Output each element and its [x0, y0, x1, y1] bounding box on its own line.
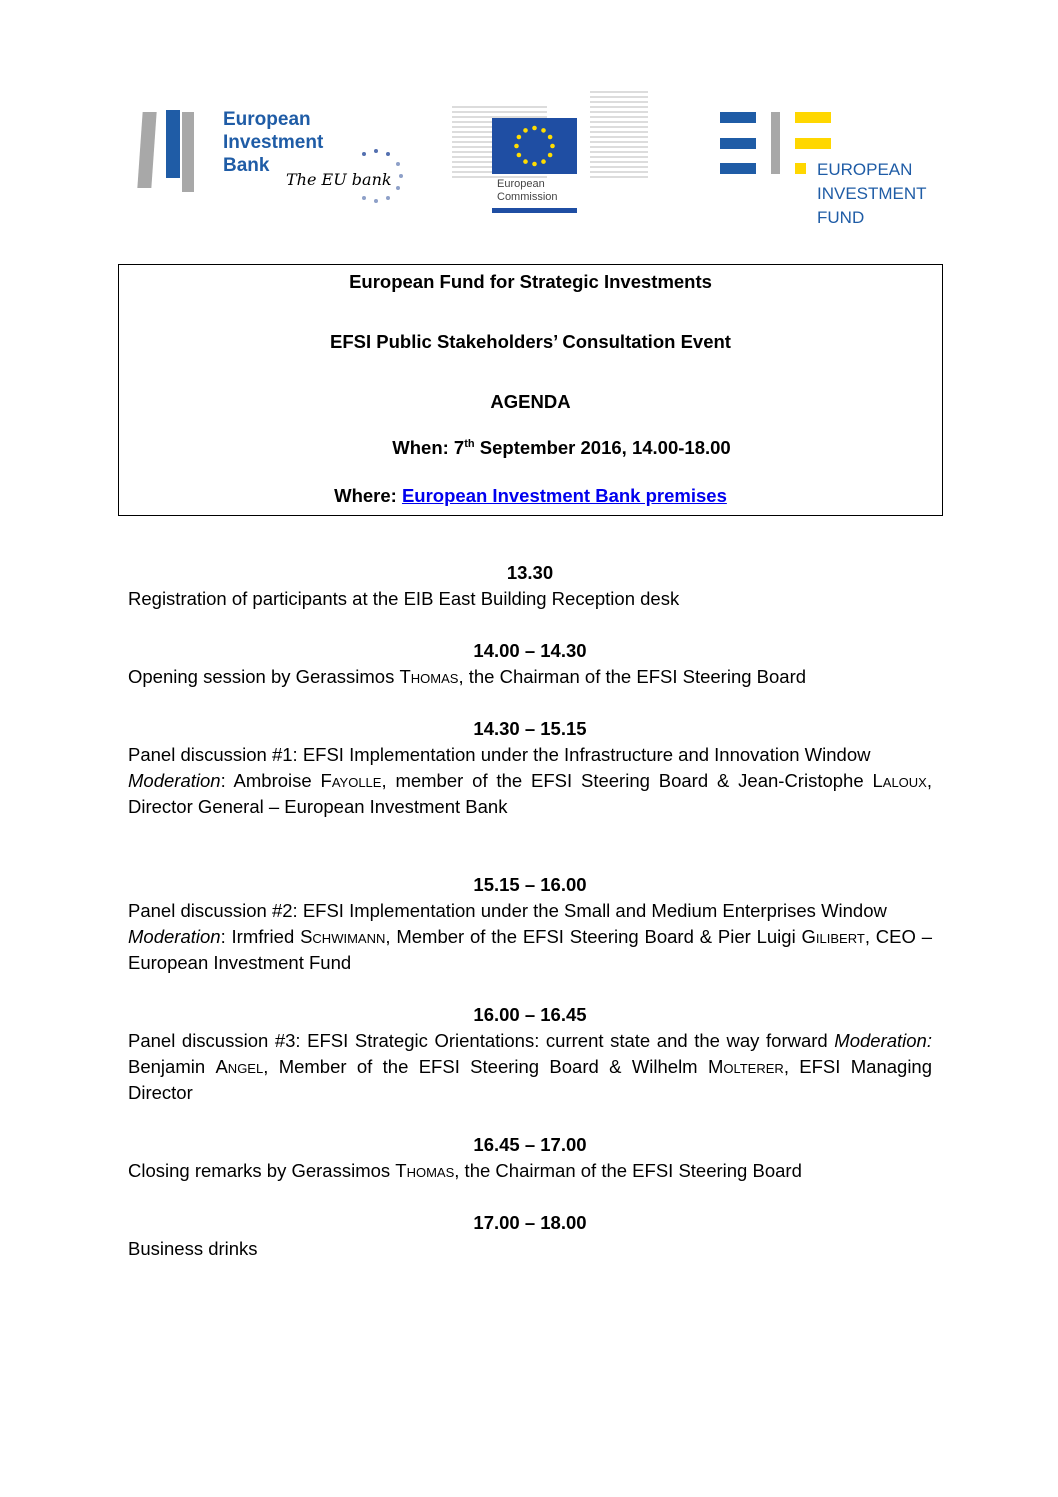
ec-logo-line1: European [497, 178, 545, 190]
ec-logo-line2: Commission [497, 191, 558, 203]
eib-logo-line2: Investment [223, 132, 324, 153]
agenda-entry [128, 560, 932, 612]
agenda-item: Business drinks [128, 1238, 258, 1259]
event-title: EFSI Public Stakeholders’ Consultation Event [330, 331, 731, 352]
eib-logo-bars [137, 112, 156, 188]
agenda-time: 17.00 – 18.00 [473, 1212, 587, 1233]
eif-logo-line2: INVESTMENT [817, 184, 927, 203]
agenda-entry [128, 716, 932, 820]
agenda-time: 16.00 – 16.45 [473, 1004, 587, 1025]
eib-logo [138, 108, 408, 208]
agenda-item: Panel discussion #1: EFSI Implementation under the Infrastructure and Innovation Window Moderation: Ambroise Fayolle, member of the EFSI Steering Board & Jean-Cristophe Laloux, Director General – European Investment Bank [128, 744, 932, 817]
agenda-entry [128, 1210, 932, 1262]
agenda-time: 15.15 – 16.00 [473, 874, 587, 895]
eib-logo-tagline: The EU bank [286, 170, 392, 189]
eif-logo-line3: FUND [817, 208, 865, 227]
agenda-item: Panel discussion #2: EFSI Implementation under the Small and Medium Enterprises Window Moderation: Irmfried Schwimann, Member of the EFSI Steering Board & Pier Luigi Gilibert, CEO – European Investment Fund [128, 900, 932, 973]
agenda-entry [128, 1132, 932, 1184]
agenda-item: Registration of participants at the EIB East Building Reception desk [128, 588, 680, 609]
agenda-time: 16.45 – 17.00 [473, 1134, 587, 1155]
agenda-entry [128, 638, 932, 690]
agenda-time: 13.30 [506, 562, 554, 583]
eif-logo-line1: EUROPEAN [817, 160, 913, 179]
agenda-entry [128, 872, 932, 976]
eu-flag [492, 118, 577, 174]
ec-logo [452, 88, 652, 218]
agenda-list [128, 560, 932, 1288]
agenda-item: Opening session by Gerassimos Thomas, the Chairman of the EFSI Steering Board [128, 666, 807, 687]
document-title: European Fund for Strategic Investments [349, 271, 712, 292]
eib-logo-line1: European [223, 109, 311, 130]
agenda-item: Panel discussion #3: EFSI Strategic Orientations: current state and the way forward Moderation: Benjamin Angel, Member of the EFSI Steering Board & Wilhelm Molterer, EFSI Managing Director [128, 1030, 933, 1103]
agenda-item: Closing remarks by Gerassimos Thomas, the Chairman of the EFSI Steering Board [128, 1160, 802, 1181]
where-line: Where: European Investment Bank premises [334, 485, 727, 506]
stars-icon [350, 148, 406, 204]
eib-logo-line3: Bank [223, 155, 270, 176]
venue-link[interactable]: European Investment Bank premises [401, 485, 727, 506]
eif-logo [720, 112, 930, 232]
agenda-time: 14.00 – 14.30 [473, 640, 587, 661]
header-box [118, 264, 943, 516]
agenda-entry [128, 1002, 932, 1106]
when-line: When: 7th September 2016, 14.00-18.00 [392, 437, 731, 458]
agenda-heading: AGENDA [490, 391, 571, 412]
agenda-time: 14.30 – 15.15 [473, 718, 587, 739]
